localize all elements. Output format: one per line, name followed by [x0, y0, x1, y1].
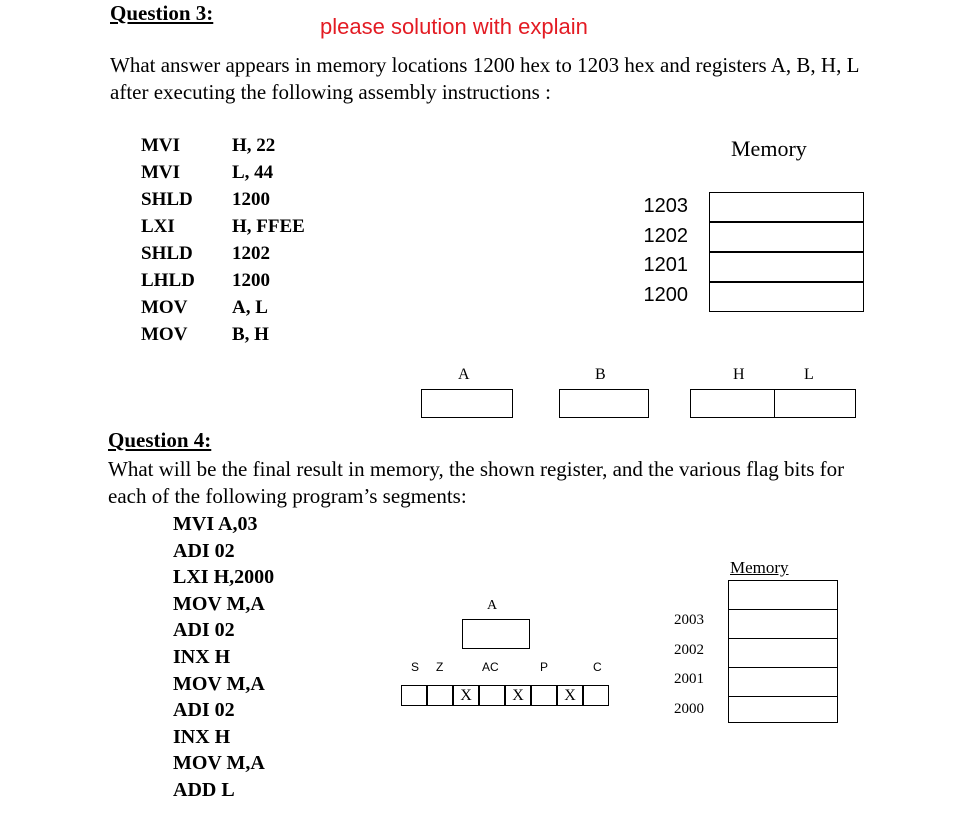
- q3-memory-cell-1202[interactable]: [709, 222, 864, 252]
- q3-opcode: LXI: [141, 216, 175, 237]
- q3-heading: Question 3:: [110, 1, 214, 25]
- q3-opcode: MOV: [141, 297, 188, 318]
- q3-code-line: [141, 240, 305, 267]
- flag-unused-box: X: [557, 685, 583, 706]
- q4-code-line: LXI H,2000: [173, 566, 275, 589]
- q4-memory-cell-2002[interactable]: [728, 638, 838, 668]
- q3-operand: 1202: [232, 243, 270, 264]
- flag-p-label: P: [540, 660, 549, 674]
- q3-address: 1200: [643, 283, 688, 306]
- q4-code-line: ADI 02: [173, 539, 235, 562]
- q4-memory-cell-2001[interactable]: [728, 667, 838, 697]
- q3-operand: B, H: [232, 324, 269, 345]
- q3-question-text: What answer appears in memory locations 1200 hex to 1203 hex and registers A, B, H, L after executing the following assembly instructions :: [110, 53, 859, 104]
- q3-memory-cell-1201[interactable]: [709, 252, 864, 282]
- q4-address: 2001: [674, 671, 704, 687]
- q3-code-line: [141, 213, 305, 240]
- q3-operand: 1200: [232, 270, 270, 291]
- q4-code-line: MVI A,03: [173, 513, 258, 535]
- q3-opcode: MVI: [141, 135, 181, 156]
- q4-code-line: INX H: [173, 645, 231, 668]
- q3-operand: 1200: [232, 189, 270, 210]
- q3-operand: H, 22: [232, 135, 276, 156]
- q3-code-line: [141, 132, 305, 159]
- flag-c-box[interactable]: [583, 685, 609, 706]
- q3-opcode: MOV: [141, 324, 188, 345]
- q4-reg-a-label: A: [487, 598, 498, 613]
- flag-unused-box: X: [505, 685, 531, 706]
- q4-address-list: [648, 606, 704, 724]
- flag-c-label: C: [593, 660, 602, 674]
- q4-code-line: MOV M,A: [173, 592, 265, 615]
- q4-code-line: ADI 02: [173, 699, 235, 722]
- q3-address: 1202: [643, 224, 688, 247]
- q3-address: 1203: [643, 195, 688, 217]
- q3-operand: A, L: [232, 297, 268, 318]
- q3-operand: H, FFEE: [232, 216, 305, 237]
- q4-memory-cell-top[interactable]: [728, 580, 838, 610]
- flag-ac-box[interactable]: [479, 685, 505, 706]
- flag-z-label: Z: [436, 660, 444, 674]
- q3-code-line: [141, 267, 305, 294]
- q3-reg-b-label: B: [595, 366, 606, 383]
- q3-opcode: SHLD: [141, 189, 193, 210]
- q4-address: 2002: [674, 641, 704, 658]
- q3-reg-l-label: L: [804, 366, 814, 383]
- q4-code-line: INX H: [173, 725, 231, 748]
- q3-code-line: [141, 159, 305, 186]
- flag-z-box[interactable]: [427, 685, 453, 706]
- q4-code-line: ADD L: [173, 778, 235, 801]
- flag-p-box[interactable]: [531, 685, 557, 706]
- q3-opcode: MVI: [141, 162, 181, 183]
- q3-code-line: [141, 294, 305, 321]
- q4-code-block: [173, 511, 274, 804]
- q3-code-line: [141, 321, 305, 348]
- flag-s-box[interactable]: [401, 685, 427, 706]
- q4-code-line: MOV M,A: [173, 752, 265, 775]
- q3-reg-b-box[interactable]: [559, 389, 649, 418]
- q3-code-line: [141, 186, 305, 213]
- q3-reg-a-box[interactable]: [421, 389, 513, 418]
- q3-opcode: LHLD: [141, 270, 195, 291]
- q3-reg-h-label: H: [733, 366, 745, 383]
- q4-address: 2003: [674, 612, 704, 628]
- q3-code-block: [141, 132, 305, 348]
- q3-address: 1201: [643, 254, 688, 276]
- q3-opcode: SHLD: [141, 243, 193, 264]
- q4-memory-label: Memory: [730, 558, 789, 577]
- q4-address: 2000: [674, 700, 704, 717]
- solution-request-note: please solution with explain: [320, 14, 588, 39]
- q4-reg-a-box[interactable]: [462, 619, 530, 649]
- q4-heading: Question 4:: [108, 428, 212, 452]
- q3-reg-a-label: A: [458, 366, 470, 383]
- q3-reg-h-box[interactable]: [690, 389, 775, 418]
- q4-memory-cell-2000[interactable]: [728, 696, 838, 723]
- q3-reg-l-box[interactable]: [774, 389, 856, 418]
- q4-question-text: What will be the final result in memory, the shown register, and the various flag bits for each of the following program’s segments:: [108, 457, 845, 508]
- q4-memory-cell-2003[interactable]: [728, 609, 838, 639]
- q3-memory-label: Memory: [731, 136, 807, 161]
- q3-memory-cell-1203[interactable]: [709, 192, 864, 222]
- flag-ac-label: AC: [482, 660, 499, 674]
- q4-code-line: MOV M,A: [173, 672, 265, 695]
- q3-address-list: [630, 192, 688, 310]
- q4-code-line: ADI 02: [173, 619, 235, 642]
- q3-memory-cell-1200[interactable]: [709, 282, 864, 312]
- flag-s-label: S: [411, 660, 420, 674]
- flag-unused-box: X: [453, 685, 479, 706]
- q3-operand: L, 44: [232, 162, 274, 183]
